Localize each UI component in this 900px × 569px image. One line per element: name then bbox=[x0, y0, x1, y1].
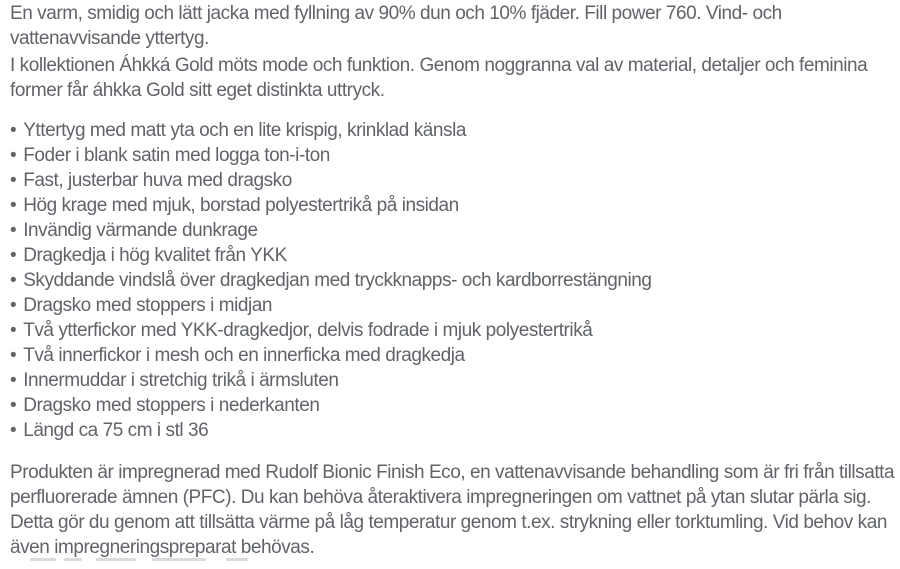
bullet-icon: • bbox=[10, 120, 17, 141]
feature-item bbox=[10, 143, 896, 168]
bullet-icon: • bbox=[10, 170, 17, 191]
cut-off-text-fragment bbox=[152, 558, 206, 561]
bullet-icon: • bbox=[10, 195, 17, 216]
bullet-icon: • bbox=[10, 245, 17, 266]
feature-item bbox=[10, 293, 896, 318]
intro-paragraph: En varm, smidig och lätt jacka med fyllning av 90% dun och 10% fjäder. Fill power 760. Vind- och vattenavvisande yttertyg. bbox=[10, 3, 782, 49]
bullet-icon: • bbox=[10, 320, 17, 341]
collection-paragraph: I kollektionen Áhkká Gold möts mode och funktion. Genom noggranna val av material, detaljer och feminina former får áhkka Gold sitt eget distinkta uttryck. bbox=[10, 55, 868, 101]
feature-item-label: Längd ca 75 cm i stl 36 bbox=[23, 420, 209, 441]
feature-item-label: Fast, justerbar huva med dragsko bbox=[23, 170, 292, 191]
feature-item bbox=[10, 168, 896, 193]
feature-item bbox=[10, 118, 896, 143]
cut-off-text-fragment bbox=[64, 558, 82, 561]
feature-item-label: Två ytterfickor med YKK-dragkedjor, delvis fodrade i mjuk polyestertrikå bbox=[23, 320, 593, 341]
feature-item bbox=[10, 368, 896, 393]
feature-item-label: Två innerfickor i mesh och en innerficka med dragkedja bbox=[23, 345, 465, 366]
bullet-icon: • bbox=[10, 420, 17, 441]
bullet-icon: • bbox=[10, 295, 17, 316]
feature-item bbox=[10, 318, 896, 343]
feature-item-label: Yttertyg med matt yta och en lite krispig, krinklad känsla bbox=[23, 120, 466, 141]
feature-item-label: Invändig värmande dunkrage bbox=[23, 220, 258, 241]
feature-item-label: Dragsko med stoppers i midjan bbox=[23, 295, 273, 316]
bullet-icon: • bbox=[10, 145, 17, 166]
feature-item bbox=[10, 243, 896, 268]
cut-off-text-fragment bbox=[96, 558, 136, 561]
feature-item-label: Dragkedja i hög kvalitet från YKK bbox=[23, 245, 287, 266]
bullet-icon: • bbox=[10, 220, 17, 241]
bullet-icon: • bbox=[10, 395, 17, 416]
feature-item-label: Innermuddar i stretchig trikå i ärmsluten bbox=[23, 370, 339, 391]
feature-item-label: Hög krage med mjuk, borstad polyestertrikå på insidan bbox=[23, 195, 459, 216]
feature-item bbox=[10, 218, 896, 243]
bullet-icon: • bbox=[10, 345, 17, 366]
cut-off-text-fragment bbox=[226, 558, 248, 561]
feature-item bbox=[10, 193, 896, 218]
feature-item-label: Foder i blank satin med logga ton-i-ton bbox=[23, 145, 330, 166]
bullet-icon: • bbox=[10, 370, 17, 391]
feature-item bbox=[10, 418, 896, 443]
feature-item-label: Skyddande vindslå över dragkedjan med tryckknapps- och kardborrestängning bbox=[23, 270, 652, 291]
cut-off-text-fragment bbox=[30, 558, 56, 561]
care-paragraph: Produkten är impregnerad med Rudolf Bionic Finish Eco, en vattenavvisande behandling som är fri från tillsatta perfluorerade ämnen (PFC). Du kan behöva återaktivera impregneringen om vattnet på ytan slutar pärla sig. Detta gör du genom att tillsätta värme på låg temperatur genom t.ex. strykning eller torktumling. Vid behov kan även impregneringspreparat behövas. bbox=[10, 462, 895, 558]
feature-item bbox=[10, 393, 896, 418]
feature-item-label: Dragsko med stoppers i nederkanten bbox=[23, 395, 320, 416]
bullet-icon: • bbox=[10, 270, 17, 291]
feature-item bbox=[10, 343, 896, 368]
feature-list bbox=[10, 118, 896, 443]
feature-item bbox=[10, 268, 896, 293]
product-description bbox=[10, 1, 896, 560]
